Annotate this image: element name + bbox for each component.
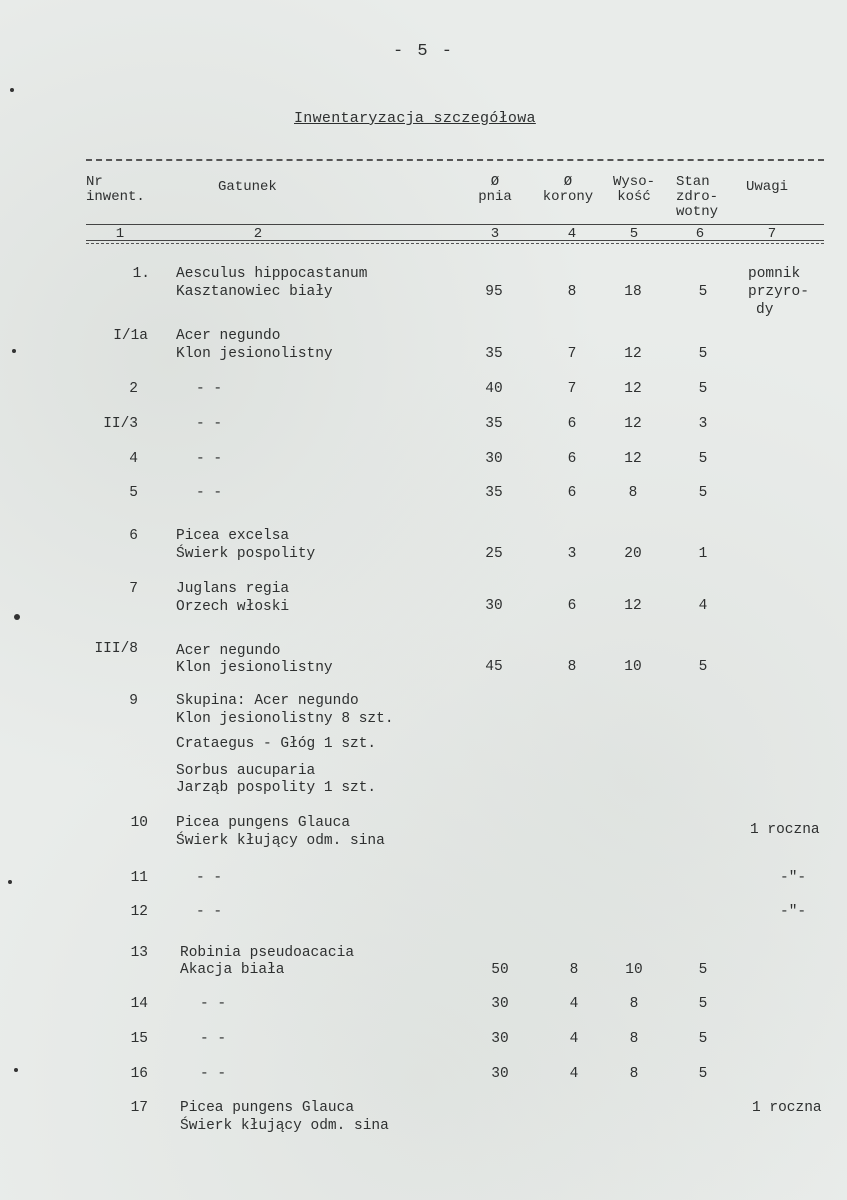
height-value: 12 [624,346,642,362]
health-state: 5 [698,284,708,300]
header-korony: Ø korony [542,174,594,205]
species-latin: Picea pungens Glauca [176,815,351,831]
ditto-mark: - - [196,451,223,467]
ditto-mark: - - [200,1066,227,1082]
species-latin: Juglans regia [176,581,290,597]
trunk-diameter: 30 [491,1066,509,1082]
health-state: 1 [698,546,708,562]
species-latin: Picea pungens Glauca [180,1100,355,1116]
species-polish: Świerk kłujący odm. sina [180,1118,389,1134]
row-number: 17 [130,1100,148,1116]
species-polish: Orzech włoski [176,599,290,615]
species-polish: Kasztanowiec biały [176,284,333,300]
trunk-diameter: 30 [485,598,503,614]
row-number: 10 [130,815,148,831]
column-number: 1 [115,226,125,242]
trunk-diameter: 30 [485,451,503,467]
column-number: 3 [490,226,500,242]
trunk-diameter: 95 [485,284,503,300]
header-gatunek: Gatunek [218,179,277,195]
height-value: 18 [624,284,642,300]
health-state: 5 [698,381,708,397]
column-number: 4 [567,226,577,242]
row-number: 14 [130,996,148,1012]
column-number: 2 [253,226,263,242]
row-number: 13 [130,945,148,961]
row-number: II/3 [103,416,138,432]
column-number: 7 [767,226,777,242]
column-number: 6 [695,226,705,242]
trunk-diameter: 35 [485,416,503,432]
trunk-diameter: 35 [485,346,503,362]
trunk-diameter: 45 [485,659,503,675]
scan-dot [14,614,20,620]
row-number: 16 [130,1066,148,1082]
table-top-rule [86,159,824,161]
group-description: Crataegus - Głóg 1 szt. [176,736,377,752]
column-number: 5 [629,226,639,242]
health-state: 5 [698,1066,708,1082]
remarks: -"- [780,904,807,920]
species-polish: Klon jesionolistny [176,346,333,362]
remarks: 1 roczna [752,1100,822,1116]
row-number: 15 [130,1031,148,1047]
scan-dot [14,1068,18,1072]
health-state: 5 [698,996,708,1012]
height-value: 12 [624,451,642,467]
ditto-mark: - - [196,904,223,920]
remarks: przyro- [748,284,809,300]
height-value: 12 [624,598,642,614]
column-number-rule-bottom [86,243,824,244]
crown-diameter: 6 [567,598,577,614]
header-stan: Stan zdro- wotny [676,174,719,220]
crown-diameter: 6 [567,451,577,467]
row-number: 5 [129,485,138,501]
health-state: 5 [698,485,708,501]
health-state: 5 [698,962,708,978]
row-number: 9 [129,693,138,709]
health-state: 5 [698,451,708,467]
trunk-diameter: 40 [485,381,503,397]
trunk-diameter: 35 [485,485,503,501]
scan-dot [10,88,14,92]
ditto-mark: - - [196,381,223,397]
species-polish: Akacja biała [180,962,285,978]
header-nr: Nr inwent. [86,174,145,205]
species-polish: Świerk pospolity [176,546,316,562]
crown-diameter: 4 [569,1031,579,1047]
health-state: 5 [698,659,708,675]
page-number: - 5 - [392,42,454,61]
ditto-mark: - - [196,416,223,432]
health-state: 5 [698,1031,708,1047]
group-description: Sorbus aucuparia [176,763,316,779]
group-description: Klon jesionolistny 8 szt. [176,711,394,727]
species-latin: Acer negundo [176,643,281,659]
trunk-diameter: 25 [485,546,503,562]
row-number: 7 [129,581,138,597]
row-number: 6 [129,528,138,544]
crown-diameter: 6 [567,416,577,432]
health-state: 3 [698,416,708,432]
crown-diameter: 8 [567,659,577,675]
species-latin: Robinia pseudoacacia [180,945,355,961]
trunk-diameter: 50 [491,962,509,978]
ditto-mark: - - [196,870,223,886]
health-state: 5 [698,346,708,362]
ditto-mark: - - [196,485,223,501]
header-uwagi: Uwagi [746,179,789,195]
remarks: -"- [780,870,807,886]
crown-diameter: 4 [569,1066,579,1082]
ditto-mark: - - [200,996,227,1012]
group-description: Jarząb pospolity 1 szt. [176,780,377,796]
species-latin: Acer negundo [176,328,281,344]
species-latin: Picea excelsa [176,528,290,544]
crown-diameter: 8 [569,962,579,978]
row-number: 1. [132,266,150,282]
remarks: dy [756,302,774,318]
height-value: 8 [629,1066,639,1082]
crown-diameter: 4 [569,996,579,1012]
height-value: 8 [628,485,638,501]
species-polish: Klon jesionolistny [176,660,333,676]
trunk-diameter: 30 [491,1031,509,1047]
species-latin: Aesculus hippocastanum [176,266,368,282]
height-value: 8 [629,1031,639,1047]
remarks: 1 roczna [750,822,820,838]
height-value: 10 [624,659,642,675]
row-number: III/8 [94,641,138,657]
crown-diameter: 8 [567,284,577,300]
scan-dot [8,880,12,884]
header-wysokosc: Wyso- kość [612,174,655,205]
row-number: 12 [130,904,148,920]
crown-diameter: 7 [567,381,577,397]
row-number: I/1a [113,328,148,344]
document-title: Inwentaryzacja szczegółowa [294,110,536,127]
row-number: 11 [130,870,148,886]
height-value: 12 [624,416,642,432]
remarks: pomnik [748,266,801,282]
height-value: 20 [624,546,642,562]
height-value: 10 [625,962,643,978]
crown-diameter: 7 [567,346,577,362]
trunk-diameter: 30 [491,996,509,1012]
height-value: 8 [629,996,639,1012]
ditto-mark: - - [200,1031,227,1047]
row-number: 2 [129,381,138,397]
group-description: Skupina: Acer negundo [176,693,359,709]
crown-diameter: 6 [567,485,577,501]
scan-dot [12,349,16,353]
health-state: 4 [698,598,708,614]
crown-diameter: 3 [567,546,577,562]
height-value: 12 [624,381,642,397]
row-number: 4 [129,451,138,467]
header-pnia: Ø pnia [478,174,512,205]
header-rule [86,224,824,225]
species-polish: Świerk kłujący odm. sina [176,833,385,849]
